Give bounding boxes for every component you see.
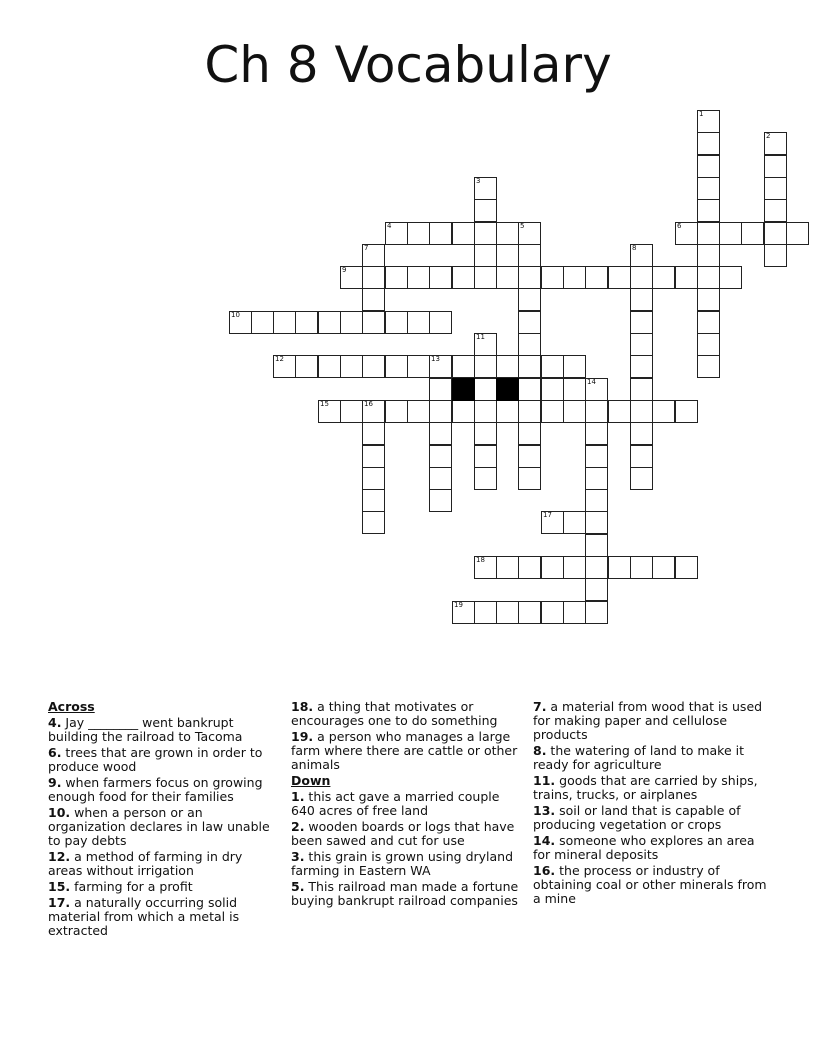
crossword-cell[interactable] [407, 355, 430, 378]
clue-text: trees that are grown in order to produce wood [48, 745, 263, 774]
crossword-cell[interactable] [474, 378, 497, 401]
across-clue [291, 730, 523, 772]
crossword-cell[interactable] [518, 601, 541, 624]
clue-label: 2. [291, 819, 305, 834]
crossword-cell[interactable] [429, 378, 452, 401]
crossword-cell[interactable] [496, 266, 519, 289]
down-clue [533, 804, 773, 832]
crossword-cell[interactable] [385, 400, 408, 423]
crossword-cell[interactable] [518, 556, 541, 579]
clue-label: 18. [291, 699, 314, 714]
clue-number: 6 [677, 222, 682, 230]
down-clue [533, 834, 773, 862]
crossword-cell[interactable] [474, 222, 497, 245]
crossword-cell[interactable] [697, 355, 720, 378]
clues-column-1 [48, 700, 280, 940]
crossword-cell[interactable] [585, 467, 608, 490]
clue-text: the process or industry of obtaining coal or other minerals from a mine [533, 863, 767, 906]
clue-number: 3 [476, 177, 481, 185]
across-clue [48, 850, 280, 878]
crossword-cell[interactable] [585, 445, 608, 468]
across-clue [291, 700, 523, 728]
crossword-cell[interactable] [474, 355, 497, 378]
crossword-cell[interactable] [474, 177, 497, 200]
clue-number: 9 [342, 266, 347, 274]
crossword-cell[interactable] [563, 355, 586, 378]
clue-text: soil or land that is capable of producing vegetation or crops [533, 803, 741, 832]
crossword-cell[interactable] [675, 400, 698, 423]
crossword-cell[interactable] [719, 222, 742, 245]
crossword-cell[interactable] [474, 556, 497, 579]
crossword-cell[interactable] [563, 511, 586, 534]
crossword-cell[interactable] [630, 467, 653, 490]
crossword-cell[interactable] [362, 266, 385, 289]
crossword-cell[interactable] [563, 400, 586, 423]
crossword-cell[interactable] [541, 601, 564, 624]
crossword-cell[interactable] [429, 400, 452, 423]
crossword-cell[interactable] [496, 556, 519, 579]
crossword-cell[interactable] [630, 288, 653, 311]
clue-label: 3. [291, 849, 305, 864]
crossword-cell[interactable] [496, 400, 519, 423]
crossword-cell[interactable] [518, 355, 541, 378]
crossword-cell[interactable] [496, 601, 519, 624]
crossword-cell[interactable] [429, 489, 452, 512]
clue-number: 17 [543, 511, 552, 519]
crossword-cell[interactable] [518, 467, 541, 490]
clue-number: 13 [431, 355, 440, 363]
crossword-cell[interactable] [541, 556, 564, 579]
crossword-cell[interactable] [764, 132, 787, 155]
clue-text: this grain is grown using dryland farming in Eastern WA [291, 849, 514, 878]
crossword-cell[interactable] [407, 311, 430, 334]
clue-number: 12 [275, 355, 284, 363]
crossword-cell[interactable] [652, 556, 675, 579]
crossword-cell[interactable] [474, 266, 497, 289]
crossword-cell[interactable] [675, 556, 698, 579]
crossword-cell[interactable] [630, 400, 653, 423]
crossword-cell[interactable] [452, 601, 475, 624]
crossword-cell[interactable] [518, 400, 541, 423]
clue-label: 15. [48, 879, 71, 894]
crossword-cell[interactable] [518, 244, 541, 267]
crossword-cell[interactable] [697, 110, 720, 133]
crossword-cell[interactable] [496, 222, 519, 245]
crossword-cell[interactable] [585, 534, 608, 557]
crossword-cell[interactable] [407, 266, 430, 289]
crossword-cell[interactable] [474, 467, 497, 490]
crossword-cell[interactable] [764, 244, 787, 267]
clue-text: Jay ________ went bankrupt building the railroad to Tacoma [48, 715, 243, 744]
crossword-cell[interactable] [608, 400, 631, 423]
crossword-cell[interactable] [541, 511, 564, 534]
crossword-cell[interactable] [362, 511, 385, 534]
crossword-cell[interactable] [474, 601, 497, 624]
down-clue [291, 850, 523, 878]
crossword-cell[interactable] [697, 155, 720, 178]
clue-label: 5. [291, 879, 305, 894]
clue-text: a material from wood that is used for making paper and cellulose products [533, 699, 763, 742]
crossword-cell[interactable] [295, 311, 318, 334]
across-heading: Across [48, 699, 95, 714]
clue-text: when farmers focus on growing enough food for their families [48, 775, 263, 804]
crossword-cell[interactable] [541, 355, 564, 378]
down-heading: Down [291, 773, 331, 788]
crossword-cell[interactable] [496, 355, 519, 378]
crossword-cell[interactable] [585, 266, 608, 289]
crossword-cell[interactable] [273, 311, 296, 334]
crossword-cell[interactable] [518, 378, 541, 401]
crossword-cell[interactable] [697, 333, 720, 356]
crossword-cell[interactable] [251, 311, 274, 334]
crossword-cell[interactable] [585, 400, 608, 423]
crossword-cell[interactable] [563, 266, 586, 289]
crossword-cell[interactable] [585, 489, 608, 512]
crossword-cell[interactable] [697, 266, 720, 289]
down-clue [291, 880, 523, 908]
clue-number: 5 [520, 222, 525, 230]
crossword-cell[interactable] [563, 556, 586, 579]
down-clue [291, 820, 523, 848]
clue-number: 4 [387, 222, 392, 230]
crossword-cell[interactable] [764, 155, 787, 178]
crossword-cell[interactable] [452, 355, 475, 378]
black-square [452, 378, 475, 401]
clue-number: 14 [587, 378, 596, 386]
crossword-cell[interactable] [407, 222, 430, 245]
clue-number: 15 [320, 400, 329, 408]
clue-label: 6. [48, 745, 62, 760]
crossword-cell[interactable] [474, 333, 497, 356]
crossword-cell[interactable] [697, 222, 720, 245]
crossword-cell[interactable] [474, 422, 497, 445]
crossword-cell[interactable] [697, 199, 720, 222]
across-clue [48, 776, 280, 804]
clue-number: 2 [766, 132, 771, 140]
crossword-cell[interactable] [764, 199, 787, 222]
crossword-cell[interactable] [429, 266, 452, 289]
clue-text: farming for a profit [70, 879, 193, 894]
clue-text: a method of farming in dry areas without irrigation [48, 849, 243, 878]
crossword-cell[interactable] [563, 378, 586, 401]
crossword-cell[interactable] [630, 422, 653, 445]
crossword-cell[interactable] [608, 556, 631, 579]
crossword-cell[interactable] [340, 311, 363, 334]
crossword-cell[interactable] [518, 288, 541, 311]
crossword-cell[interactable] [630, 556, 653, 579]
crossword-cell[interactable] [340, 266, 363, 289]
down-clue [533, 744, 773, 772]
crossword-cell[interactable] [764, 222, 787, 245]
crossword-cell[interactable] [719, 266, 742, 289]
clue-label: 17. [48, 895, 71, 910]
crossword-cell[interactable] [362, 244, 385, 267]
crossword-cell[interactable] [362, 489, 385, 512]
crossword-cell[interactable] [652, 400, 675, 423]
clue-label: 4. [48, 715, 62, 730]
clue-label: 8. [533, 743, 547, 758]
crossword-cell[interactable] [452, 222, 475, 245]
crossword-cell[interactable] [362, 422, 385, 445]
crossword-cell[interactable] [675, 222, 698, 245]
crossword-cell[interactable] [630, 378, 653, 401]
down-clue-list [291, 790, 523, 908]
crossword-cell[interactable] [518, 333, 541, 356]
crossword-cell[interactable] [474, 244, 497, 267]
clue-text: someone who explores an area for mineral deposits [533, 833, 755, 862]
clue-text: This railroad man made a fortune buying bankrupt railroad companies [291, 879, 519, 908]
clue-text: a person who manages a large farm where there are cattle or other animals [291, 729, 518, 772]
across-clue-list [48, 716, 280, 938]
crossword-cell[interactable] [429, 222, 452, 245]
crossword-cell[interactable] [362, 288, 385, 311]
across-clue [48, 896, 280, 938]
crossword-cell[interactable] [340, 355, 363, 378]
across-clue [48, 716, 280, 744]
clue-label: 16. [533, 863, 556, 878]
crossword-cell[interactable] [452, 400, 475, 423]
crossword-cell[interactable] [630, 311, 653, 334]
clue-label: 19. [291, 729, 314, 744]
crossword-cell[interactable] [429, 422, 452, 445]
crossword-cell[interactable] [385, 266, 408, 289]
clue-number: 18 [476, 556, 485, 564]
crossword-cell[interactable] [630, 266, 653, 289]
clues-column-3 [533, 700, 773, 908]
crossword-cell[interactable] [630, 333, 653, 356]
crossword-cell[interactable] [541, 378, 564, 401]
crossword-cell[interactable] [362, 355, 385, 378]
crossword-cell[interactable] [652, 266, 675, 289]
clue-label: 12. [48, 849, 71, 864]
crossword-cell[interactable] [697, 244, 720, 267]
clue-text: when a person or an organization declares in law unable to pay debts [48, 805, 270, 848]
crossword-cell[interactable] [741, 222, 764, 245]
crossword-cell[interactable] [340, 400, 363, 423]
clue-label: 1. [291, 789, 305, 804]
crossword-cell[interactable] [697, 132, 720, 155]
clue-text: goods that are carried by ships, trains, trucks, or airplanes [533, 773, 758, 802]
crossword-cell[interactable] [429, 445, 452, 468]
clue-number: 16 [364, 400, 373, 408]
crossword-cell[interactable] [318, 311, 341, 334]
crossword-cell[interactable] [318, 355, 341, 378]
crossword-cell[interactable] [764, 177, 787, 200]
crossword-cell[interactable] [630, 445, 653, 468]
clue-text: this act gave a married couple 640 acres of free land [291, 789, 500, 818]
crossword-cell[interactable] [630, 355, 653, 378]
crossword-cell[interactable] [362, 445, 385, 468]
clue-number: 11 [476, 333, 485, 341]
clue-number: 19 [454, 601, 463, 609]
crossword-cell[interactable] [474, 400, 497, 423]
crossword-cell[interactable] [474, 445, 497, 468]
crossword-cell[interactable] [541, 400, 564, 423]
clue-number: 1 [699, 110, 704, 118]
down-clue [291, 790, 523, 818]
crossword-cell[interactable] [675, 266, 698, 289]
crossword-cell[interactable] [585, 378, 608, 401]
black-square [496, 378, 519, 401]
clue-text: the watering of land to make it ready for agriculture [533, 743, 745, 772]
down-clue [533, 864, 773, 906]
crossword-cell[interactable] [563, 601, 586, 624]
crossword-cell[interactable] [295, 355, 318, 378]
crossword-cell[interactable] [630, 244, 653, 267]
crossword-cell[interactable] [273, 355, 296, 378]
crossword-cell[interactable] [474, 199, 497, 222]
crossword-cell[interactable] [229, 311, 252, 334]
crossword-cell[interactable] [585, 422, 608, 445]
across-clue [48, 746, 280, 774]
clue-text: a naturally occurring solid material from which a metal is extracted [48, 895, 240, 938]
crossword-cell[interactable] [385, 355, 408, 378]
crossword-cell[interactable] [518, 445, 541, 468]
crossword-cell[interactable] [452, 266, 475, 289]
clue-label: 13. [533, 803, 556, 818]
crossword-cell[interactable] [407, 400, 430, 423]
clue-number: 7 [364, 244, 369, 252]
across-clue [48, 806, 280, 848]
crossword-cell[interactable] [362, 400, 385, 423]
crossword-cell[interactable] [541, 266, 564, 289]
clues-column-2 [291, 700, 523, 910]
crossword-cell[interactable] [697, 311, 720, 334]
crossword-cell[interactable] [518, 311, 541, 334]
across-clue [48, 880, 280, 894]
clue-label: 11. [533, 773, 556, 788]
crossword-cell[interactable] [518, 266, 541, 289]
crossword-cell[interactable] [585, 511, 608, 534]
crossword-cell[interactable] [518, 422, 541, 445]
crossword-cell[interactable] [362, 467, 385, 490]
crossword-cell[interactable] [429, 467, 452, 490]
clue-number: 10 [231, 311, 240, 319]
clue-label: 7. [533, 699, 547, 714]
crossword-cell[interactable] [429, 355, 452, 378]
crossword-cell[interactable] [697, 288, 720, 311]
crossword-cell[interactable] [385, 222, 408, 245]
down-clue-list-continued [533, 700, 773, 906]
clue-text: a thing that motivates or encourages one to do something [291, 699, 498, 728]
crossword-cell[interactable] [518, 222, 541, 245]
crossword-cell[interactable] [697, 177, 720, 200]
clue-number: 8 [632, 244, 637, 252]
crossword-cell[interactable] [362, 311, 385, 334]
crossword-cell[interactable] [429, 311, 452, 334]
crossword-cell[interactable] [608, 266, 631, 289]
page-title: Ch 8 Vocabulary [204, 36, 612, 94]
down-clue [533, 774, 773, 802]
crossword-cell[interactable] [786, 222, 809, 245]
clue-text: wooden boards or logs that have been sawed and cut for use [291, 819, 515, 848]
crossword-cell[interactable] [385, 311, 408, 334]
clue-label: 10. [48, 805, 71, 820]
clue-label: 14. [533, 833, 556, 848]
crossword-cell[interactable] [585, 601, 608, 624]
crossword-cell[interactable] [585, 578, 608, 601]
clue-label: 9. [48, 775, 62, 790]
crossword-cell[interactable] [318, 400, 341, 423]
crossword-cell[interactable] [585, 556, 608, 579]
across-clue-list-continued [291, 700, 523, 772]
down-clue [533, 700, 773, 742]
